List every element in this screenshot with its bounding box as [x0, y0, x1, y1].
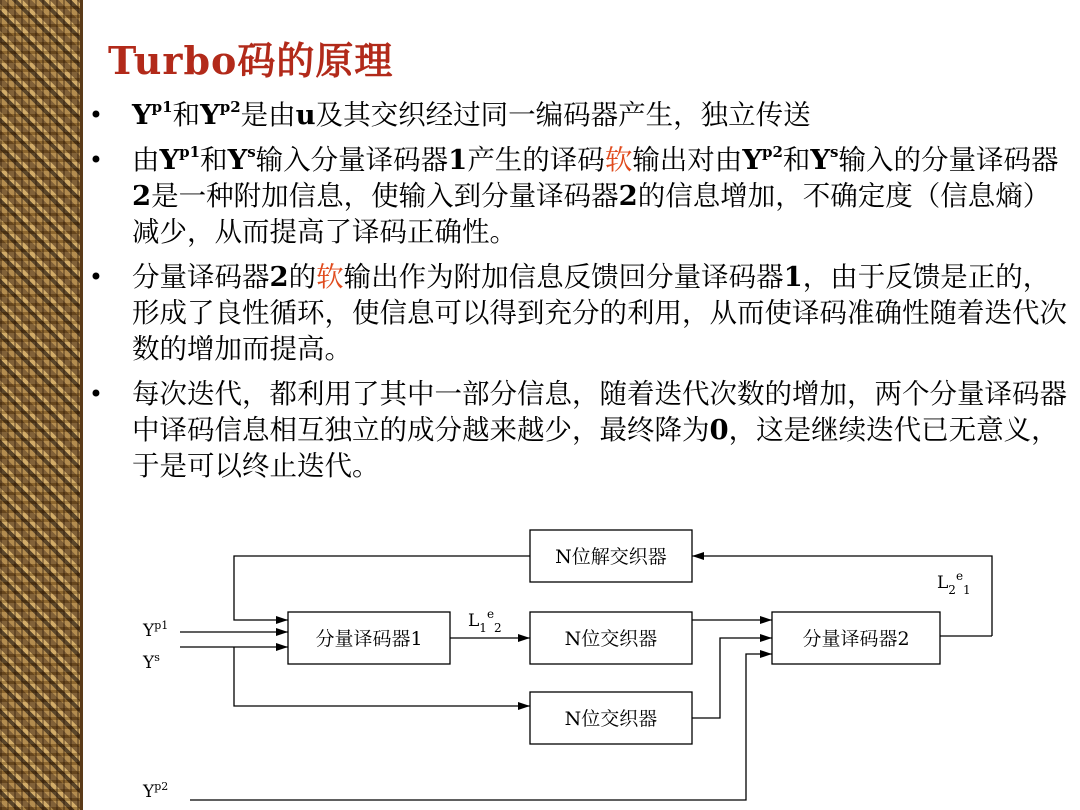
- bullet-item: • 每次迭代，都利用了其中一部分信息，随着迭代次数的增加，两个分量译码器中译码信息相互独立的成分越来越少，最终降为0，这是继续迭代已无意义，于是可以终止迭代。: [86, 376, 1072, 484]
- soft-highlight: 软: [316, 261, 344, 293]
- decoder1-label: 分量译码器1: [315, 628, 423, 650]
- slide-title: Turbo码的原理: [108, 38, 394, 83]
- bullet-item: • 分量译码器2的软输出作为附加信息反馈回分量译码器1，由于反馈是正的，形成了良性循环，使信息可以得到充分的利用，从而使译码准确性随着迭代次数的增加而提高。: [86, 259, 1072, 367]
- soft-highlight: 软: [604, 144, 633, 176]
- deinterleaver-to-decoder1-arrow: [234, 556, 530, 620]
- bullet-dot-icon: •: [88, 146, 104, 174]
- input-ys-label: $Y^s$: [143, 651, 160, 673]
- bullet-item: • $Y^{p1}$和$Y^{p2}$是由u及其交织经过同一编码器产生，独立传送: [86, 97, 1072, 133]
- bullet-dot-icon: •: [88, 263, 104, 291]
- extrinsic-l12-label: $L_1^e_2$: [468, 607, 502, 635]
- interleaver-bottom-to-decoder2-arrow: [692, 638, 772, 718]
- decoder2-label: 分量译码器2: [802, 628, 910, 650]
- input-yp2-label: $Y^{p2}$: [143, 780, 169, 802]
- bullet-item: • 由$Y^{p1}$和$Y^s$输入分量译码器1产生的译码软输出对由$Y^{p2}$和$Y^s$输入的分量译码器2是一种附加信息，使输入到分量译码器2的信息增加，不确定度（信息熵）减少，从而提高了译码正确性。: [86, 142, 1072, 250]
- bullet-dot-icon: •: [88, 380, 104, 408]
- deinterleaver-label: N位解交织器: [555, 546, 667, 568]
- extrinsic-l21-label: $L_2^e_1$: [937, 569, 971, 597]
- input-yp1-label: $Y^{p1}$: [143, 619, 169, 641]
- bullet-dot-icon: •: [88, 101, 104, 129]
- interleaver-bottom-label: N位交织器: [564, 708, 658, 730]
- interleaver-top-label: N位交织器: [564, 628, 658, 650]
